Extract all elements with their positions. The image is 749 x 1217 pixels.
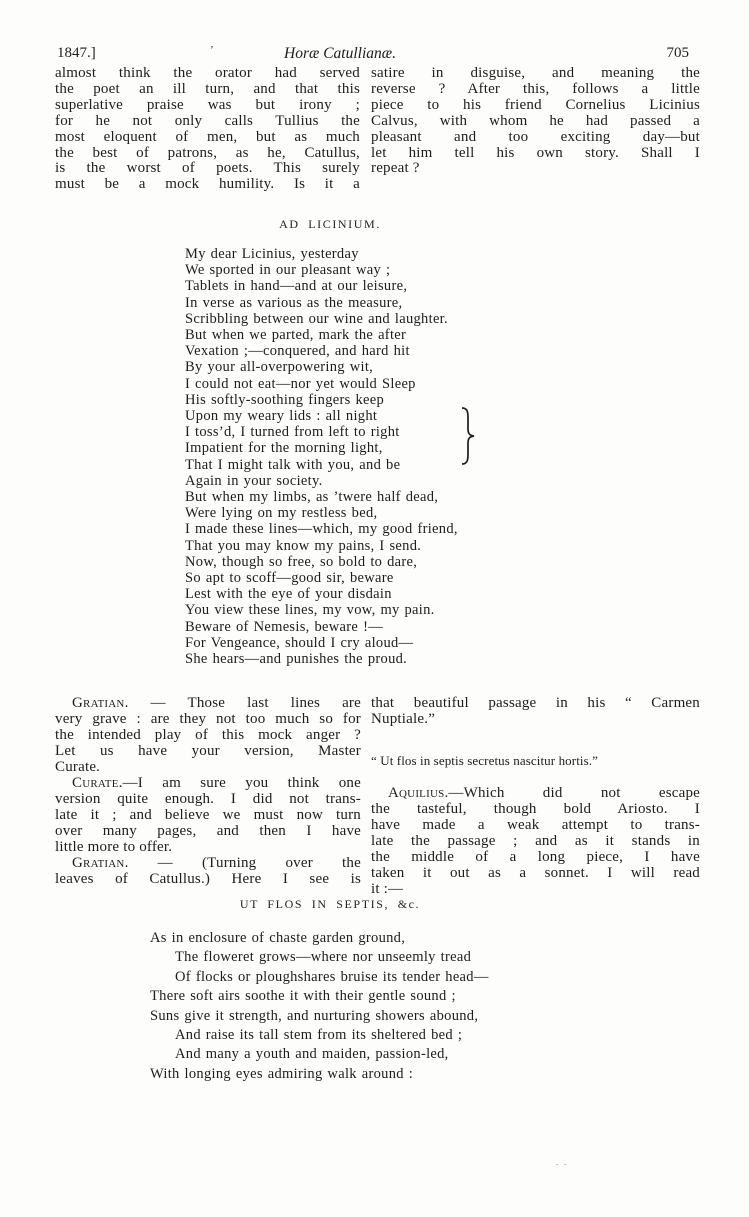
text-line: must be a mock humility. Is it a (55, 176, 360, 193)
text-line: most eloquent of men, but as much (55, 128, 360, 145)
text-line: almost think the orator had served (55, 65, 360, 81)
poem-line: We sported in our pleasant way ; (185, 262, 391, 279)
dialogue-line: taken it out as a sonnet. I will read (371, 865, 700, 881)
text-line: Calvus, with whom he had passed a (371, 112, 700, 129)
dialogue-line: have made a weak attempt to trans- (371, 817, 700, 833)
poem-line: My dear Licinius, yesterday (185, 246, 359, 262)
dialogue-line: Curate. (55, 759, 101, 775)
poem-line: By your all-overpowering wit, (185, 359, 374, 376)
intro-right-column (371, 66, 700, 177)
dialogue-text: .—Which did not escape (444, 785, 700, 801)
poem-line: Were lying on my restless bed, (185, 505, 378, 522)
dialogue-line: it :— (371, 881, 404, 897)
dialogue-line: the tasteful, though bold Ariosto. I (371, 801, 700, 817)
aquilius-paragraph (371, 785, 700, 897)
poem-line: As in enclosure of chaste garden ground, (150, 930, 406, 946)
poem-line: Now, though so free, so bold to dare, (185, 553, 418, 570)
poem-line: Beware of Nemesis, beware !— (185, 618, 384, 635)
text-line: the best of patrons, as he, Catullus, (55, 144, 360, 161)
scan-artifact-dashes: - - (556, 1160, 569, 1168)
dialogue-right-column (371, 695, 700, 897)
dialogue-text: . — Those last lines are (124, 695, 361, 711)
text-line: piece to his friend Cornelius Licinius (371, 96, 700, 113)
poem-line: For Vengeance, should I cry aloud— (185, 634, 414, 651)
text-line: satire in disguise, and meaning the (371, 65, 700, 81)
text-line: let him tell his own story. Shall I (371, 144, 700, 161)
poem-line: With longing eyes admiring walk around : (150, 1065, 414, 1082)
poem-ad-licinium (185, 246, 458, 667)
dialogue-line: the middle of a long piece, I have (371, 849, 700, 865)
curly-brace (460, 407, 476, 470)
poem-line: She hears—and punishes the proud. (185, 651, 408, 668)
dialogue-line: very grave : are they not too much so for (55, 711, 361, 727)
poem-line: I could not eat—nor yet would Sleep (185, 375, 416, 392)
dialogue-line: leaves of Catullus.) Here I see is (55, 871, 361, 887)
poem-line: Scribbling between our wine and laughter. (185, 310, 448, 327)
dialogue-line (371, 785, 700, 801)
latin-quote: “ Ut flos in septis secretus nascitur hortis.” (371, 753, 598, 768)
dialogue-left-column (55, 695, 361, 887)
speaker-name: Gratian (72, 855, 125, 871)
poem-line: In verse as various as the measure, (185, 294, 403, 311)
text-line: is the worst of poets. This surely (55, 160, 360, 177)
text-line: reverse ? After this, follows a little (371, 80, 700, 97)
poem-line: And many a youth and maiden, passion-led, (175, 1046, 449, 1063)
poem-line: Upon my weary lids : all night (185, 408, 378, 425)
poem1-heading: AD LICINIUM. (279, 217, 381, 231)
poem-line: His softly-soothing fingers keep (185, 391, 385, 408)
text-line: pleasant and too exciting day—but (371, 128, 700, 145)
poem-line: That you may know my pains, I send. (185, 537, 422, 554)
dialogue-text: . — (Turning over the (124, 855, 361, 871)
poem-line: Of flocks or ploughshares bruise its tender head— (175, 968, 489, 985)
text-line: the poet an ill turn, and that this (55, 80, 360, 97)
speaker-name: Gratian (72, 695, 125, 711)
poem-line: Again in your society. (185, 472, 323, 489)
page-title: Horæ Catullianæ. (284, 45, 396, 62)
dialogue-line: Nuptiale.” (371, 711, 436, 727)
dialogue-line: late it ; and believe we must now turn (55, 807, 361, 823)
dialogue-text: .—I am sure you think one (118, 775, 361, 791)
speaker-name: Aquilius (388, 785, 445, 801)
poem2-heading: UT FLOS IN SEPTIS, &c. (239, 897, 421, 911)
poem-line: You view these lines, my vow, my pain. (185, 602, 435, 619)
dialogue-line: over many pages, and then I have (55, 823, 361, 839)
speaker-name: Curate (72, 775, 119, 791)
page-number: 705 (666, 45, 689, 61)
poem-line: I toss’d, I turned from left to right (185, 424, 400, 441)
dialogue-line: late the passage ; and as it stands in (371, 833, 700, 849)
poem-line: Suns give it strength, and nurturing showers abound, (150, 1007, 479, 1024)
text-line: repeat ? (371, 160, 420, 177)
poem-line: Lest with the eye of your disdain (185, 586, 392, 603)
dialogue-line (55, 695, 361, 711)
poem-ut-flos (150, 929, 489, 1084)
dialogue-line: Let us have your version, Master (55, 743, 361, 759)
poem-line: There soft airs soothe it with their gentle sound ; (150, 988, 456, 1005)
dialogue-line (55, 775, 361, 791)
header-year: 1847.] (57, 45, 96, 61)
poem-line: I made these lines—which, my good friend, (185, 521, 458, 538)
poem-line: So apt to scoff—good sir, beware (185, 570, 394, 587)
poem-line: Tablets in hand—and at our leisure, (185, 278, 408, 295)
scan-artifact-apostrophe: ’ (210, 44, 214, 56)
poem-line: But when my limbs, as ’twere half dead, (185, 489, 439, 506)
dialogue-line: that beautiful passage in his “ Carmen (371, 695, 700, 711)
dialogue-line: the intended play of this mock anger ? (55, 727, 361, 743)
poem-line: The floweret grows—where nor unseemly tread (175, 949, 472, 966)
poem-line: And raise its tall stem from its sheltered bed ; (175, 1027, 463, 1044)
dialogue-line (55, 855, 361, 871)
poem-line: Impatient for the morning light, (185, 440, 383, 457)
intro-left-column (55, 66, 360, 193)
poem-line: But when we parted, mark the after (185, 327, 407, 344)
poem-line: Vexation ;—conquered, and hard hit (185, 343, 410, 360)
text-line: for he not only calls Tullius the (55, 112, 360, 129)
dialogue-line: version quite enough. I did not trans- (55, 791, 361, 807)
poem-line: That I might talk with you, and be (185, 456, 401, 473)
dialogue-line: little more to offer. (55, 839, 173, 855)
text-line: superlative praise was but irony ; (55, 96, 360, 113)
